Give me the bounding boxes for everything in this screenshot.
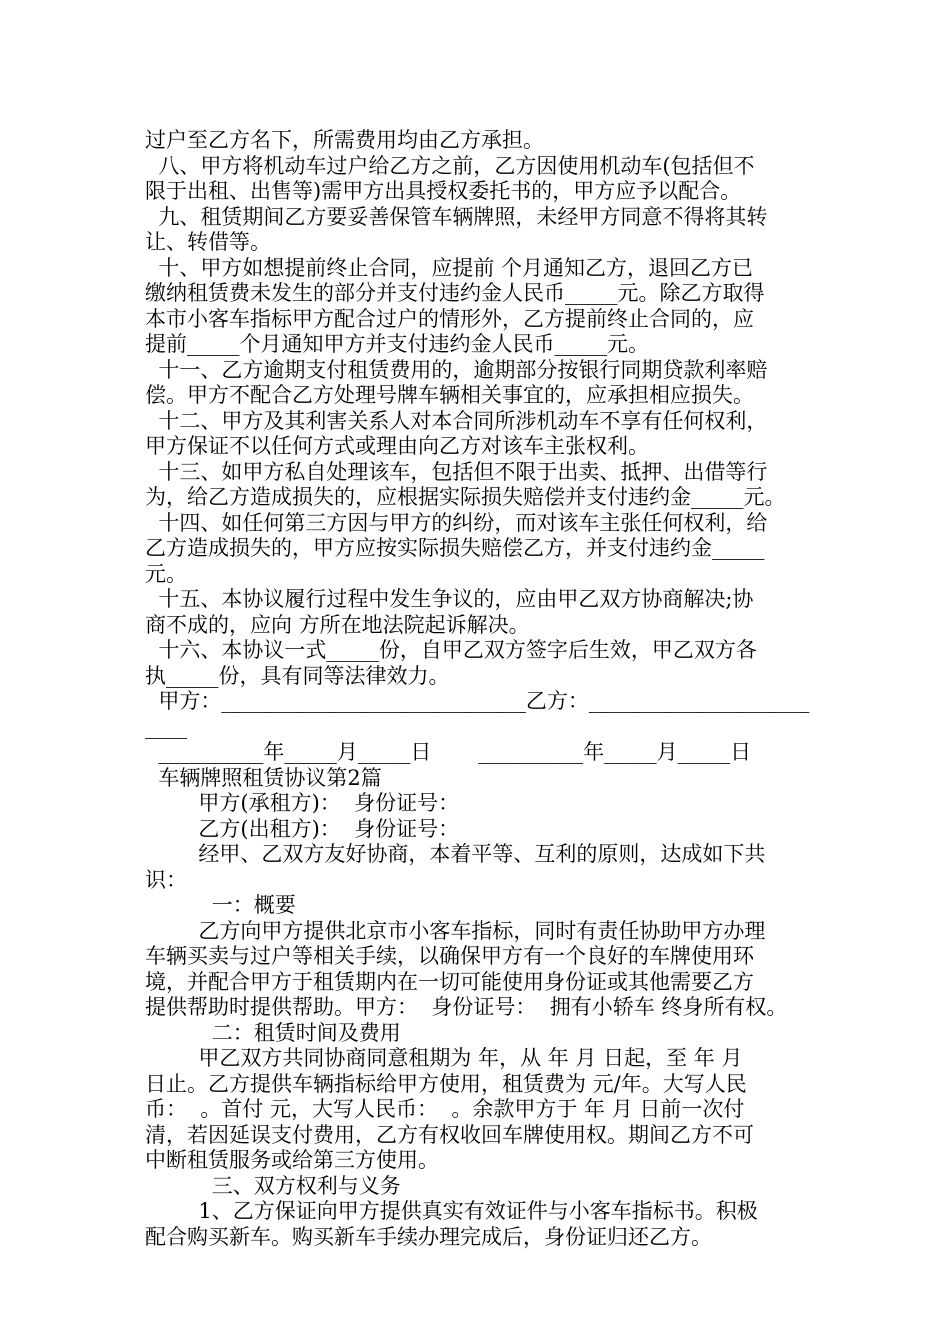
text-line: 九、租赁期间乙方要妥善保管车辆牌照，未经甲方同意不得将其转 [145,205,768,229]
text-line: 偿。甲方不配合乙方处理号牌车辆相关事宜的，应承担相应损失。 [145,383,754,407]
text-line: 十三、如甲方私自处理该车，包括但不限于出卖、抵押、出借等行 [145,460,768,484]
date-line: __________年_____月_____日 __________年_____月_____日 [145,740,752,764]
text-line: 商不成的，应向 方所在地法院起诉解决。 [145,613,530,637]
text-line: 甲方(承租方)： 身份证号： [145,791,460,815]
text-line: 让、转借等。 [145,230,271,254]
text-line: 提前_____个月通知甲方并支付违约金人民币_____元。 [145,332,649,356]
text-line: 缴纳租赁费未发生的部分并支付违约金人民币_____元。除乙方取得 [145,281,765,305]
text-line: 甲方保证不以任何方式或理由向乙方对该车主张权利。 [145,434,649,458]
text-line: 识： [145,868,187,892]
text-line: 乙方向甲方提供北京市小客车指标，同时有责任协助甲方办理 [145,919,766,943]
text-line: 八、甲方将机动车过户给乙方之前，乙方因使用机动车(包括但不 [145,154,755,178]
text-line: 十五、本协议履行过程中发生争议的，应由甲乙双方协商解决;协 [145,587,754,611]
text-line: ____ [145,715,187,739]
text-line: 日止。乙方提供车辆指标给甲方使用，租赁费为 元/年。大写人民 [145,1072,747,1096]
text-line: 十一、乙方逾期支付租赁费用的，逾期部分按银行同期贷款利率赔 [145,358,768,382]
text-line: 提供帮助时提供帮助。甲方： 身份证号： 拥有小轿车 终身所有权。 [145,995,788,1019]
text-line: 经甲、乙双方友好协商，本着平等、互利的原则，达成如下共 [145,842,766,866]
heading-line: 一：概要 [145,893,296,917]
section-title: 车辆牌照租赁协议第2篇 [145,766,382,790]
text-line: 本市小客车指标甲方配合过户的情形外，乙方提前终止合同的，应 [145,307,754,331]
text-line: 乙方(出租方)： 身份证号： [145,817,460,841]
heading-line: 三、双方权利与义务 [145,1174,401,1198]
text-line: 十二、甲方及其利害关系人对本合同所涉机动车不享有任何权利， [145,409,768,433]
text-line: 配合购买新车。购买新车手续办理完成后，身份证归还乙方。 [145,1225,712,1249]
text-line: 十、甲方如想提前终止合同，应提前 个月通知乙方，退回乙方已 [145,256,754,280]
text-line: 甲乙双方共同协商同意租期为 年，从 年 月 日起，至 年 月 [145,1046,743,1070]
text-line: 限于出租、出售等)需甲方出具授权委托书的，甲方应予以配合。 [145,179,742,203]
text-line: 为，给乙方造成损失的，应根据实际损失赔偿并支付违约金_____元。 [145,485,786,509]
signature-line: 甲方：_____________________________乙方：_____________________ [145,689,810,713]
text-line: 中断租赁服务或给第三方使用。 [145,1148,439,1172]
text-line: 执_____份，具有同等法律效力。 [145,664,450,688]
text-line: 境，并配合甲方于租赁期内在一切可能使用身份证或其他需要乙方 [145,970,754,994]
text-line: 币： 。首付 元，大写人民币： 。余款甲方于 年 月 日前一次付 [145,1097,745,1121]
heading-line: 二：租赁时间及费用 [145,1021,401,1045]
text-line: 十六、本协议一式_____份，自甲乙双方签字后生效，甲乙双方各 [145,638,757,662]
text-line: 十四、如任何第三方因与甲方的纠纷，而对该车主张任何权利，给 [145,511,768,535]
text-line: 过户至乙方名下，所需费用均由乙方承担。 [145,128,544,152]
text-line: 车辆买卖与过户等相关手续，以确保甲方有一个良好的车牌使用环 [145,944,754,968]
text-line: 清，若因延误支付费用，乙方有权收回车牌使用权。期间乙方不可 [145,1123,754,1147]
text-line: 元。 [145,562,187,586]
text-line: 乙方造成损失的，甲方应按实际损失赔偿乙方，并支付违约金_____ [145,536,765,560]
text-line: 1、乙方保证向甲方提供真实有效证件与小客车指标书。积极 [145,1199,758,1223]
